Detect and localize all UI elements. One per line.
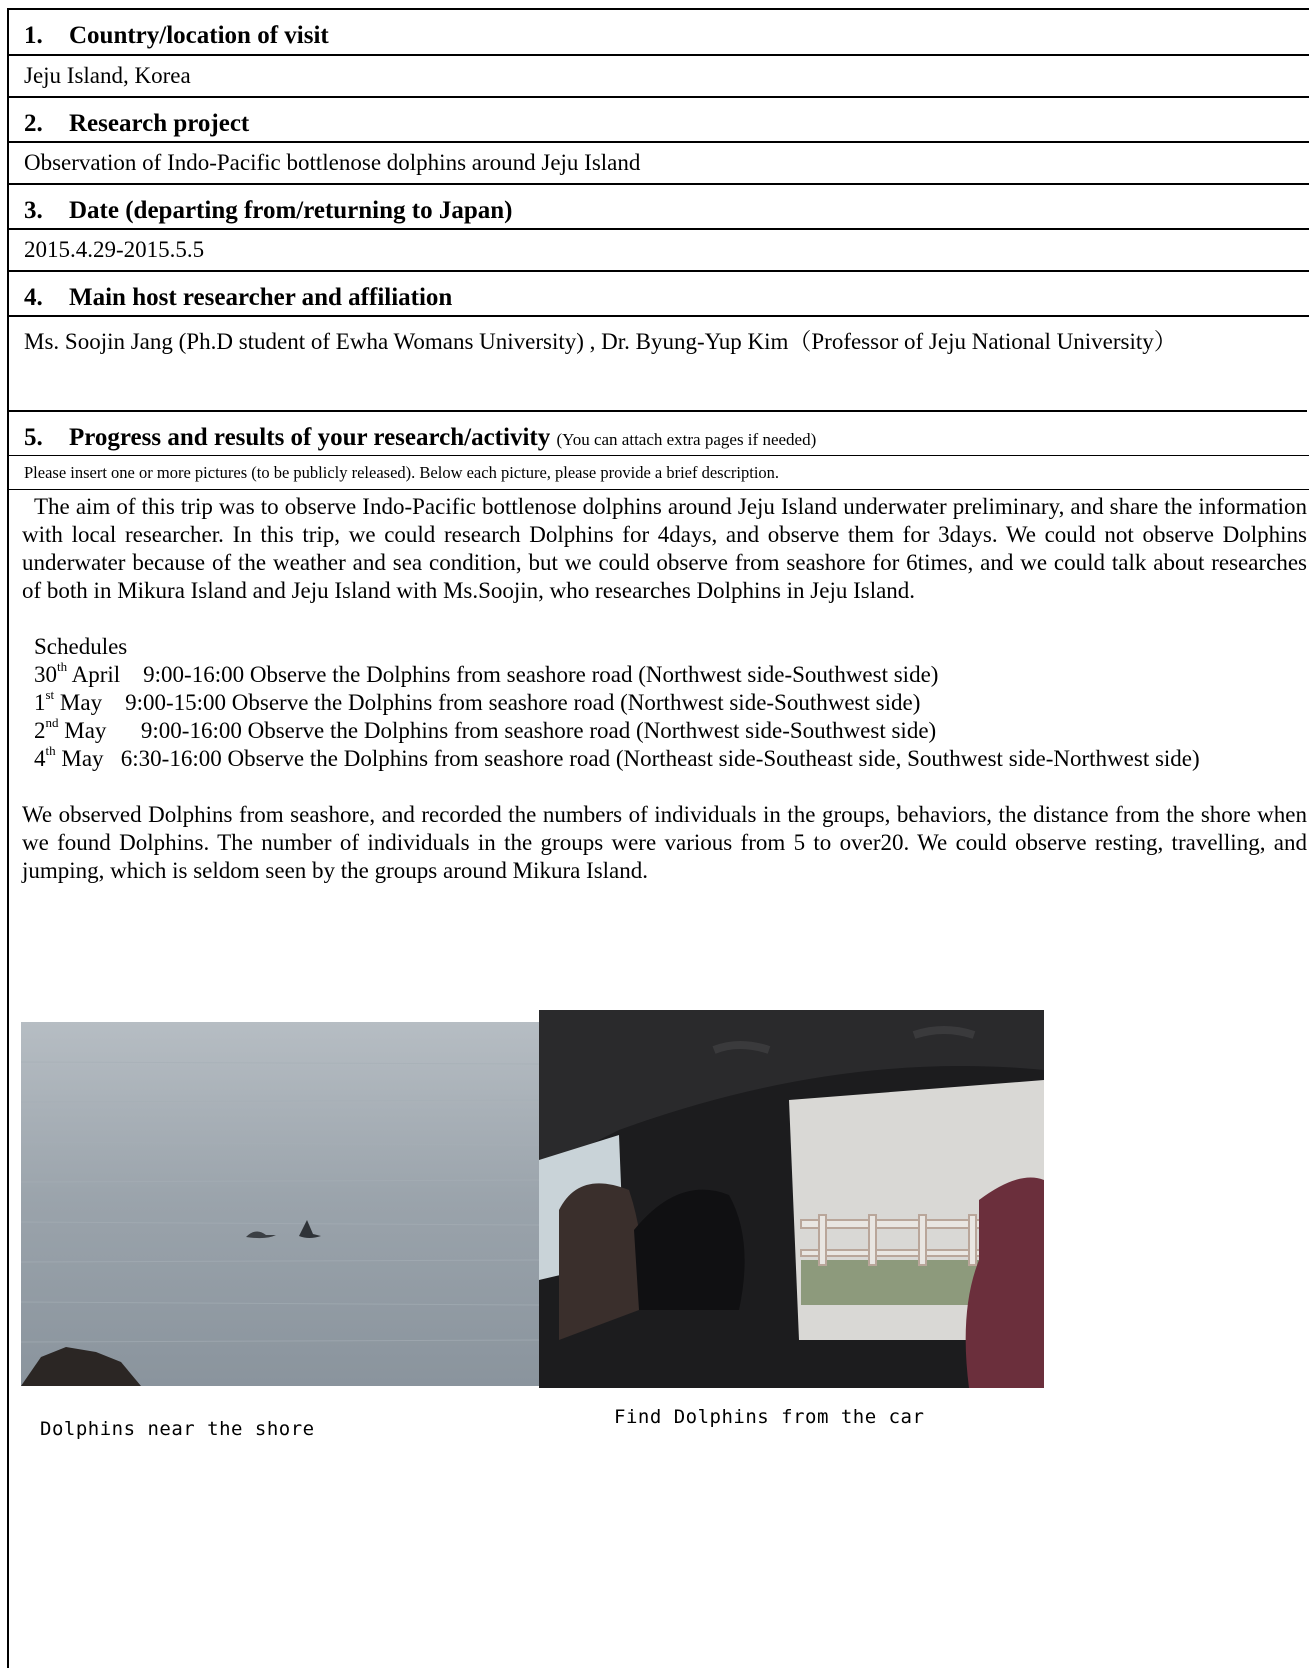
car-interior-photo	[539, 1010, 1044, 1388]
section-title: Country/location of visit	[69, 22, 329, 49]
schedule-text: 9:00-15:00 Observe the Dolphins from seashore road (Northwest side-Southwest side)	[125, 690, 921, 715]
schedule-day-suffix: nd	[45, 715, 59, 731]
section-2-header	[9, 106, 1309, 143]
section-title: Date (departing from/returning to Japan)	[69, 197, 513, 224]
report-body	[9, 493, 1307, 885]
location-value: Jeju Island, Korea	[9, 58, 1309, 98]
schedule-day-suffix: th	[45, 743, 56, 759]
project-value: Observation of Indo-Pacific bottlenose dolphins around Jeju Island	[9, 145, 1309, 185]
schedule-line-2	[22, 689, 1307, 717]
section-number: 4.	[24, 284, 43, 311]
schedule-line-1	[22, 661, 1307, 689]
host-researcher-value: Ms. Soojin Jang (Ph.D student of Ewha Womans University) , Dr. Byung-Yup Kim（Professor of Jeju National University）	[9, 319, 1307, 412]
schedule-line-4	[22, 745, 1307, 773]
dolphins-sea-photo	[21, 1022, 539, 1386]
report-form	[7, 8, 1309, 1668]
schedules-title: Schedules	[34, 634, 128, 659]
photo-2-caption: Find Dolphins from the car	[614, 1406, 925, 1428]
section-5-header	[9, 420, 1309, 456]
observation-paragraph: We observed Dolphins from seashore, and recorded the numbers of individuals in the groups, behaviors, the distance from the shore when we found Dolphins. The number of individuals in the groups were various from 5 to over20. We could observe resting, travelling, and jumping, which is seldom seen by the groups around Mikura Island.	[22, 802, 1307, 883]
schedule-day: 30	[34, 662, 57, 687]
schedule-month: May	[59, 690, 103, 715]
schedule-text: 6:30-16:00 Observe the Dolphins from seashore road (Northeast side-Southeast side, Southwest side-Northwest side)	[120, 746, 1200, 771]
section-number: 5.	[24, 424, 43, 451]
schedule-day: 2	[34, 718, 46, 743]
section-3-header	[9, 193, 1309, 230]
section-title: Research project	[69, 110, 250, 137]
date-value: 2015.4.29-2015.5.5	[9, 232, 1309, 272]
section-number: 3.	[24, 197, 43, 224]
schedule-line-3	[22, 717, 1307, 745]
schedule-day: 1	[34, 690, 46, 715]
section-note: (You can attach extra pages if needed)	[556, 430, 817, 449]
section-title: Progress and results of your research/activity	[69, 424, 551, 451]
intro-paragraph: The aim of this trip was to observe Indo-Pacific bottlenose dolphins around Jeju Island underwater preliminary, and share the information with local researcher. In this trip, we could research Dolphins for 4days, and observe them for 3days. We could not observe Dolphins underwater because of the weather and sea condition, but we could observe from seashore for 6times, and we could talk about researches of both in Mikura Island and Jeju Island with Ms.Soojin, who researches Dolphins in Jeju Island.	[22, 494, 1307, 603]
schedule-day-suffix: th	[57, 659, 68, 675]
section-4-header	[9, 280, 1309, 317]
section-number: 2.	[24, 110, 43, 137]
section-number: 1.	[24, 22, 43, 49]
schedule-month: May	[64, 718, 107, 743]
schedule-month: May	[61, 746, 104, 771]
section-title: Main host researcher and affiliation	[69, 284, 453, 311]
schedule-day-suffix: st	[45, 687, 55, 703]
schedule-text: 9:00-16:00 Observe the Dolphins from seashore road (Northwest side-Southwest side)	[140, 718, 937, 743]
picture-instruction: Please insert one or more pictures (to be publicly released). Below each picture, please provide a brief description.	[9, 458, 1309, 490]
schedule-text: 9:00-16:00 Observe the Dolphins from seashore road (Northwest side-Southwest side)	[143, 662, 939, 687]
section-1-header	[9, 18, 1309, 56]
schedule-month: April	[71, 662, 121, 687]
photo-1-caption: Dolphins near the shore	[40, 1418, 315, 1440]
schedule-day: 4	[34, 746, 46, 771]
